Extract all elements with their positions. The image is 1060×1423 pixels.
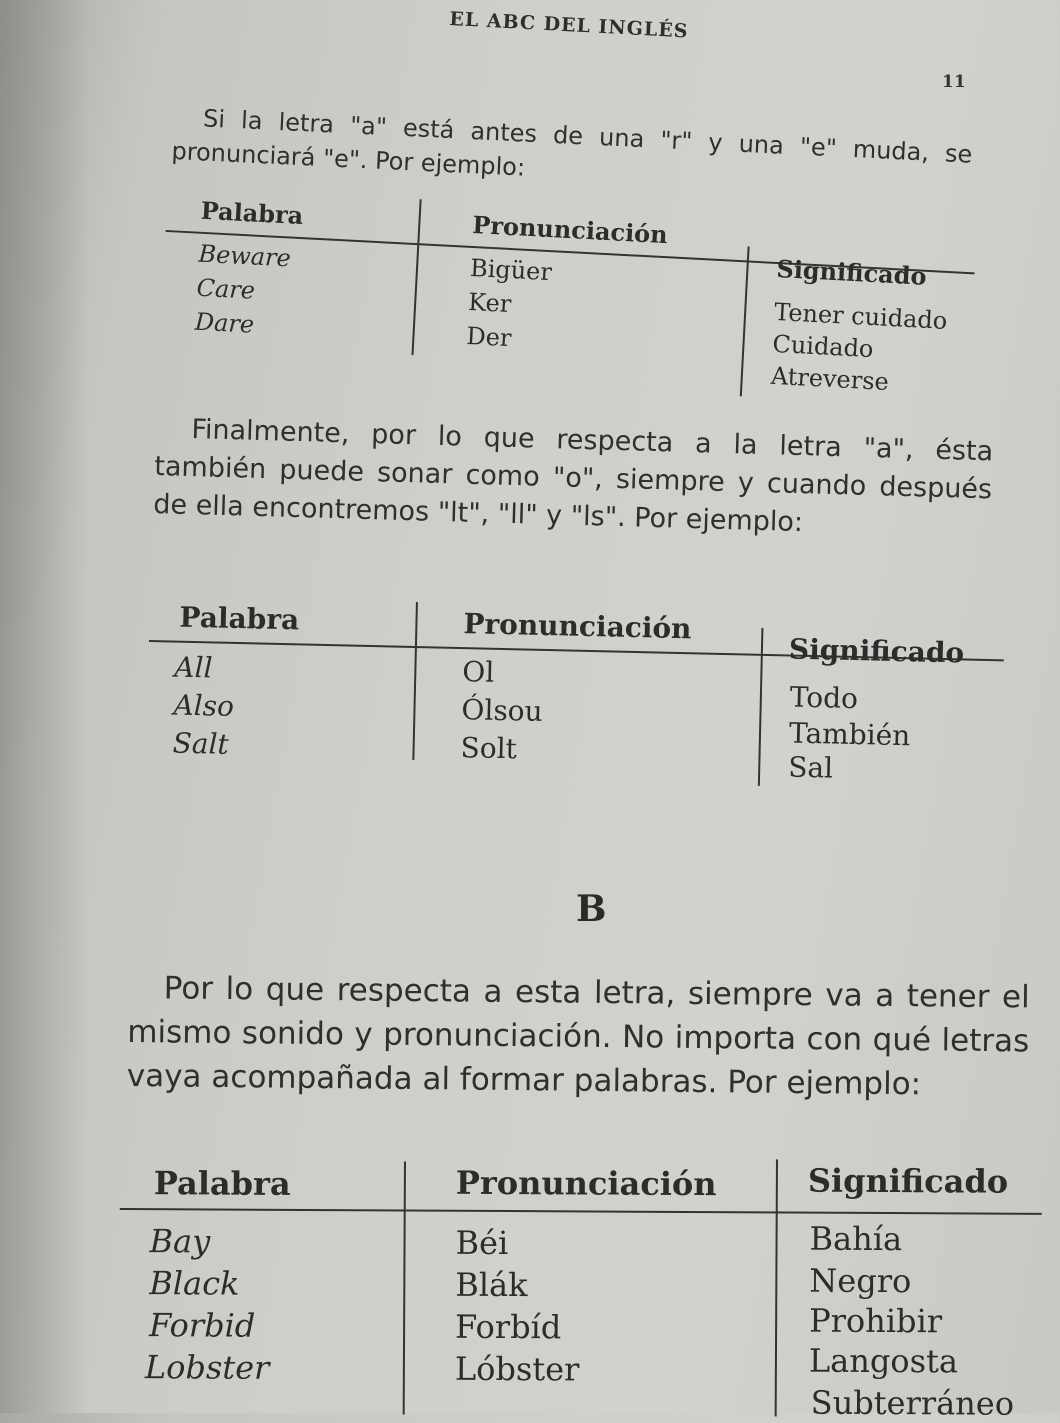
paragraph-letter-a-o: Finalmente, por lo que respecta a la letra "a", ésta también puede sonar como "o", siempre y cuando después de ella encontremos "lt", "ll" y "ls". Por ejemplo: (152, 414, 994, 539)
header-significado: Significado (775, 253, 928, 291)
word-cell: Dare (194, 307, 255, 339)
page-gutter-shadow (0, 0, 90, 1413)
header-significado: Significado (788, 632, 965, 670)
word-cell: Salt (172, 726, 230, 761)
pronunciation-cell: Solt (460, 731, 518, 766)
meaning-cell: Sal (787, 750, 834, 785)
pronunciation-cell: Lóbster (454, 1349, 580, 1389)
meaning-cell: Bahía (809, 1219, 903, 1259)
header-palabra: Palabra (200, 195, 305, 231)
meaning-cell: Atreverse (770, 361, 890, 396)
paragraph-letter-a-r: Si la letra "a" está antes de una "r" y una "e" muda, se pronunciará "e". Por ejemplo: (170, 104, 973, 182)
running-head: EL ABC DEL INGLÉS (448, 8, 690, 43)
meaning-cell: Tener cuidado (773, 297, 948, 335)
pronunciation-cell: Forbíd (455, 1307, 562, 1347)
header-pronunciacion: Pronunciación (471, 210, 669, 250)
column-divider (740, 246, 750, 396)
column-divider (411, 199, 421, 355)
pronunciation-table-2 (146, 596, 1012, 806)
meaning-cell: Subterráneo (810, 1383, 1015, 1423)
pronunciation-cell: Der (465, 321, 513, 353)
pronunciation-cell: Blák (455, 1265, 528, 1305)
word-cell: Also (173, 688, 235, 723)
paragraph-letter-b: Por lo que respecta a esta letra, siempre va a tener el mismo sonido y pronunciación. No importa con qué letras vaya acompañada al formar palabras. Por ejemplo: (126, 970, 1030, 1103)
word-cell: All (174, 650, 213, 685)
page-number: 11 (942, 72, 966, 92)
column-divider (775, 1159, 778, 1416)
column-divider (412, 602, 418, 760)
pronunciation-cell: Ólsou (461, 693, 544, 728)
pronunciation-table-3 (119, 1156, 1045, 1423)
pronunciation-cell: Ol (461, 655, 495, 689)
pronunciation-cell: Bigüer (469, 253, 553, 287)
meaning-cell: También (788, 716, 911, 753)
pronunciation-cell: Ker (467, 287, 512, 319)
meaning-cell: Langosta (808, 1341, 959, 1381)
header-significado: Significado (807, 1161, 1009, 1201)
column-divider (403, 1161, 406, 1414)
table-header-rule (120, 1208, 1042, 1215)
word-cell: Black (149, 1264, 240, 1303)
header-pronunciacion: Pronunciación (463, 607, 692, 646)
word-cell: Care (195, 273, 256, 305)
section-heading-b: B (576, 888, 607, 930)
header-palabra: Palabra (179, 600, 300, 637)
meaning-cell: Cuidado (771, 329, 875, 364)
header-pronunciacion: Pronunciación (455, 1163, 717, 1204)
pronunciation-cell: Béi (455, 1223, 509, 1263)
header-palabra: Palabra (153, 1164, 291, 1203)
word-cell: Bay (149, 1222, 211, 1261)
word-cell: Beware (197, 239, 292, 273)
column-divider (758, 628, 764, 786)
meaning-cell: Prohibir (809, 1301, 943, 1341)
meaning-cell: Todo (789, 680, 859, 716)
pronunciation-table-1 (158, 186, 987, 429)
word-cell: Lobster (144, 1348, 270, 1387)
meaning-cell: Negro (809, 1261, 912, 1301)
word-cell: Forbid (149, 1306, 256, 1345)
